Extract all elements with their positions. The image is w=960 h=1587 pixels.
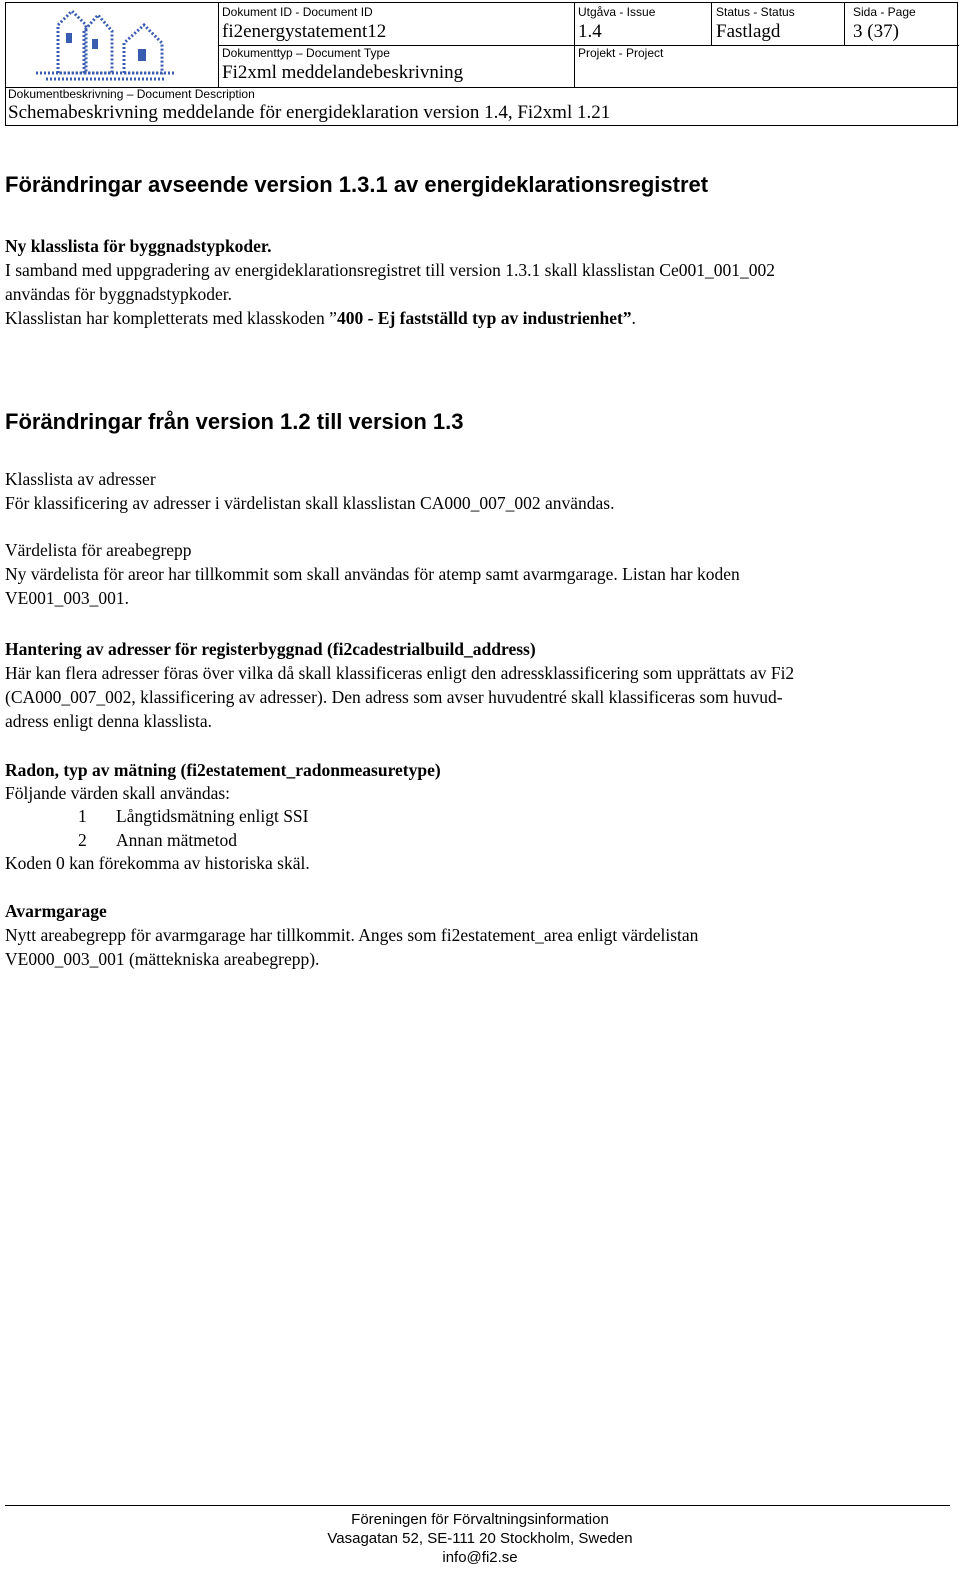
doctype-label: Dokumenttyp – Document Type	[222, 46, 390, 60]
document-header	[5, 2, 958, 126]
issue-label: Utgåva - Issue	[578, 5, 656, 19]
issue-value: 1.4	[578, 21, 602, 42]
description-label: Dokumentbeskrivning – Document Description	[8, 87, 255, 101]
section1-subheading: Ny klasslista för byggnadstypkoder.	[5, 236, 272, 256]
area-line2: VE001_003_001.	[5, 588, 129, 608]
section1-line3	[5, 306, 636, 330]
radon-value-row	[78, 804, 309, 828]
garage-line2: VE000_003_001 (mättekniska areabegrepp).	[5, 949, 320, 969]
handling-line2: (CA000_007_002, klassificering av adresser). Den adress som avser huvudentré skall klassificeras som huvud-	[5, 687, 783, 707]
section1-line3-pre: Klasslistan har kompletterats med klasskoden ”	[5, 308, 337, 328]
radon-value-code: 1	[78, 806, 87, 826]
section1-line2: användas för byggnadstypkoder.	[5, 284, 232, 304]
project-label: Projekt - Project	[578, 46, 664, 60]
garage-title: Avarmgarage	[5, 901, 107, 921]
radon-title: Radon, typ av mätning (fi2estatement_radonmeasuretype)	[5, 760, 441, 780]
page-label: Sida - Page	[853, 5, 916, 19]
radon-value-code: 2	[78, 830, 87, 850]
area-title: Värdelista för areabegrepp	[5, 540, 192, 560]
radon-note: Koden 0 kan förekomma av historiska skäl.	[5, 853, 310, 873]
doc-id-label: Dokument ID - Document ID	[222, 5, 373, 19]
status-label: Status - Status	[716, 5, 795, 19]
radon-value-label: Annan mätmetod	[116, 830, 238, 850]
addresses-text: För klassificering av adresser i värdelistan skall klasslistan CA000_007_002 användas.	[5, 493, 615, 513]
addresses-title: Klasslista av adresser	[5, 469, 156, 489]
footer-divider	[5, 1505, 950, 1506]
section1-line3-bold: 400 - Ej fastställd typ av industrienhet”	[336, 308, 632, 328]
fi2-logo	[6, 3, 219, 87]
handling-line1: Här kan flera adresser föras över vilka då skall klassificeras enligt den adressklassificering som upprättats av Fi2	[5, 663, 795, 683]
radon-value-label: Långtidsmätning enligt SSI	[116, 806, 309, 826]
footer-email[interactable]: info@fi2.se	[442, 1549, 518, 1566]
area-line1: Ny värdelista för areor har tillkommit som skall användas för atemp samt avarmgarage. Listan har koden	[5, 564, 740, 584]
doc-id-value: fi2energystatement12	[222, 21, 387, 42]
footer-address: Vasagatan 52, SE-111 20 Stockholm, Sweden	[327, 1530, 633, 1547]
section2-heading: Förändringar från version 1.2 till version 1.3	[5, 409, 464, 434]
handling-line3: adress enligt denna klasslista.	[5, 711, 213, 731]
handling-title: Hantering av adresser för registerbyggnad (fi2cadestrialbuild_address)	[5, 639, 536, 659]
radon-intro: Följande värden skall användas:	[5, 783, 231, 803]
footer-org: Föreningen för Förvaltningsinformation	[351, 1511, 609, 1528]
section1-heading: Förändringar avseende version 1.3.1 av energideklarationsregistret	[5, 172, 709, 197]
page-value: 3 (37)	[853, 21, 899, 42]
status-value: Fastlagd	[716, 21, 781, 42]
radon-value-row	[78, 828, 238, 852]
section1-line3-post: .	[631, 308, 636, 328]
garage-line1: Nytt areabegrepp för avarmgarage har tillkommit. Anges som fi2estatement_area enligt värdelistan	[5, 925, 699, 945]
fi2-houses-logo-icon	[6, 3, 218, 87]
description-value: Schemabeskrivning meddelande för energideklaration version 1.4, Fi2xml 1.21	[8, 102, 611, 123]
section1-line1: I samband med uppgradering av energideklarationsregistret till version 1.3.1 skall klasslistan Ce001_001_002	[5, 260, 775, 280]
doctype-value: Fi2xml meddelandebeskrivning	[222, 62, 464, 83]
